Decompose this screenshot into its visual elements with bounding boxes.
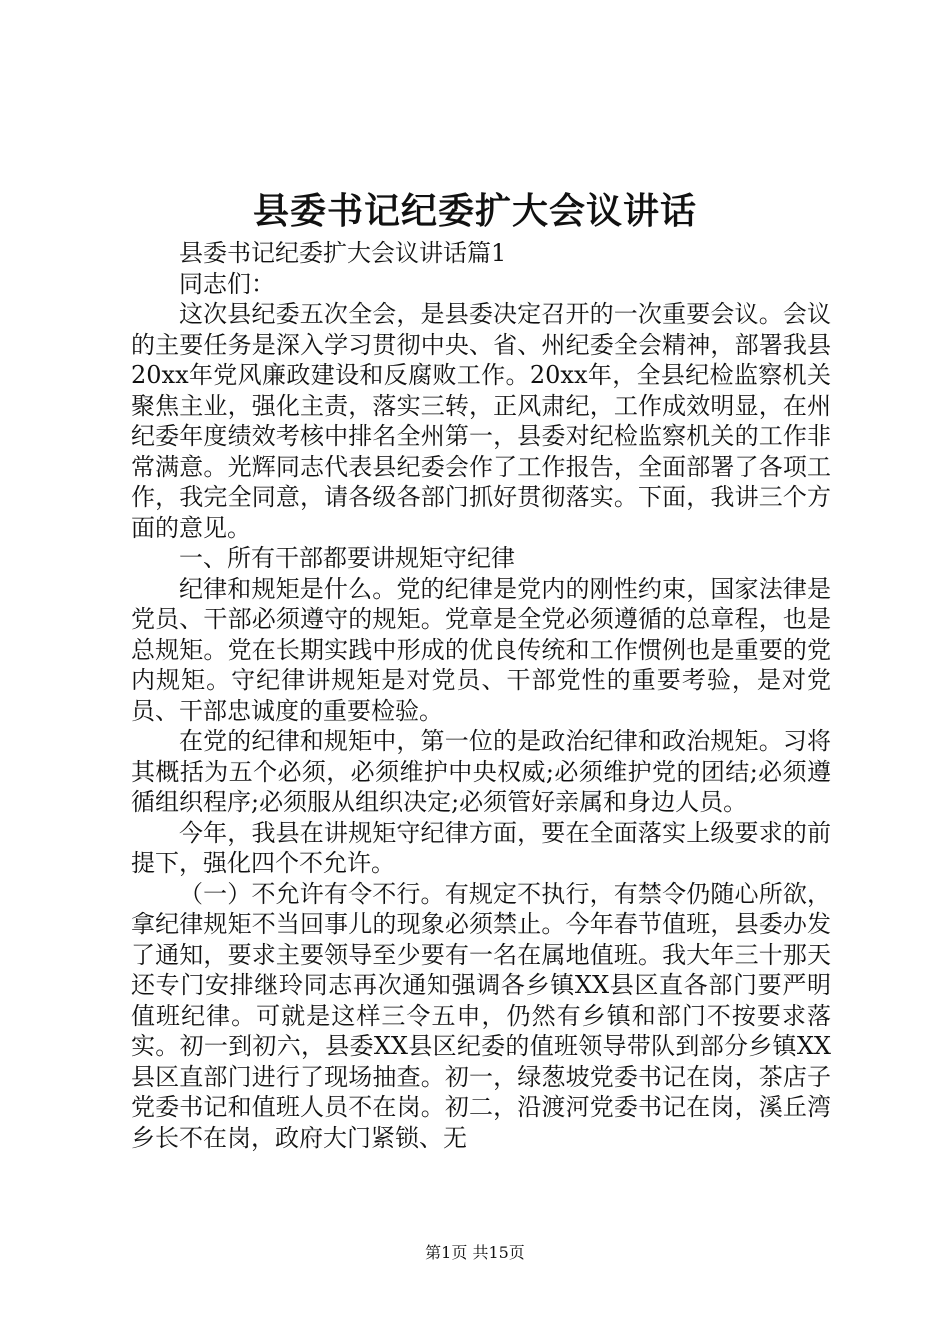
paragraph-heading: 县委书记纪委扩大会议讲话篇1 <box>179 239 507 267</box>
paragraph-greeting: 同志们： <box>179 269 275 298</box>
paragraph-political-discipline: 在党的纪律和规矩中，第一位的是政治纪律和政治规矩。习将其概括为五个必须，必须维护中央权威;必须维护党的团结;必须遵循组织程序;必须服从组织决定;必须管好亲属和身边人员。 <box>131 727 831 816</box>
document-title: 县委书记纪委扩大会议讲话 <box>252 190 697 232</box>
paragraph-prohibition-1: （一）不允许有令不行。有规定不执行，有禁令仍随心所欲，拿纪律规矩不当回事儿的现象必须禁止。今年春节值班，县委办发了通知，要求主要领导至少要有一名在属地值班。我大年三十那天还专门安排继玲同志再次通知强调各乡镇XX县区直各部门要严明值班纪律。可就是这样三令五申，仍然有乡镇和部门不按要求落实。初一到初六，县委XX县区纪委的值班领导带队到部分乡镇XX县区直部门进行了现场抽查。初一，绿葱坡党委书记在岗，茶店子党委书记和值班人员不在岗。初二，沿渡河党委书记在岗，溪丘湾乡长不在岗，政府大门紧锁、无 <box>131 879 831 1152</box>
paragraph-intro: 这次县纪委五次全会，是县委决定召开的一次重要会议。会议的主要任务是深入学习贯彻中央、省、州纪委全会精神，部署我县20xx年党风廉政建设和反腐败工作。20xx年，全县纪检监察机关聚焦主业，强化主责，落实三转，正风肃纪，工作成效明显，在州纪委年度绩效考核中排名全州第一，县委对纪检监察机关的工作非常满意。光辉同志代表县纪委会作了工作报告，全面部署了各项工作，我完全同意，请各级各部门抓好贯彻落实。下面，我讲三个方面的意见。 <box>131 300 831 542</box>
page-number-footer: 第1页 共15页 <box>425 1243 525 1262</box>
document-body <box>131 238 831 1153</box>
section-heading-1: 一、所有干部都要讲规矩守纪律 <box>179 544 515 572</box>
paragraph-discipline: 纪律和规矩是什么。党的纪律是党内的刚性约束，国家法律是党员、干部必须遵守的规矩。党章是全党必须遵循的总章程，也是总规矩。党在长期实践中形成的优良传统和工作惯例也是重要的党内规矩。守纪律讲规矩是对党员、干部党性的重要考验，是对党员、干部忠诚度的重要检验。 <box>131 574 831 725</box>
paragraph-four-prohibitions: 今年，我县在讲规矩守纪律方面，要在全面落实上级要求的前提下，强化四个不允许。 <box>131 818 831 877</box>
